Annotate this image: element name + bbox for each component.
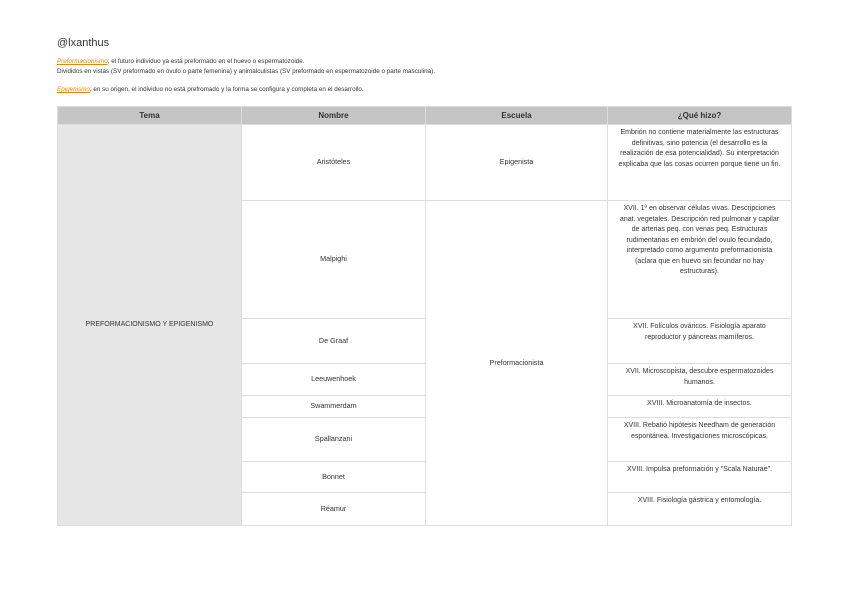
nombre-cell: Swammerdam xyxy=(242,396,426,418)
header-nombre: Nombre xyxy=(242,107,426,125)
nombre-cell: Leeuwenhoek xyxy=(242,364,426,396)
tema-cell: PREFORMACIONISMO Y EPIGENISMO xyxy=(58,125,242,526)
nombre-cell: Bonnet xyxy=(242,462,426,493)
header-escuela: Escuela xyxy=(426,107,608,125)
que-hizo-cell: XVIII. Rebatió hipótesis Needham de generación espontánea. Investigaciones microscópicas. xyxy=(608,418,792,462)
definition-text: ; el futuro individuo ya está preformado en el huevo o espermatozoide. xyxy=(107,58,305,65)
term-epigenismo: Epigenismo xyxy=(57,86,90,93)
history-table xyxy=(57,106,792,526)
que-hizo-cell: XVII. Microscopista, descubre espermatozoides humanos. xyxy=(608,364,792,396)
que-hizo-cell: XVIII. Fisiología gástrica y entomología. xyxy=(608,493,792,526)
definition-preformacionismo-detail: Divididos en vistas (SV preformado en óvulo o parte femenina) y animalculistas (SV preformado en espermatozoide o parte masculina). xyxy=(57,68,435,75)
table-header-row xyxy=(58,107,792,125)
definition-preformacionismo xyxy=(57,58,304,65)
escuela-cell-epigenista: Epigenista xyxy=(426,125,608,201)
que-hizo-cell: XVIII. Impulsa preformación y "Scala Naturae". xyxy=(608,462,792,493)
nombre-cell: Aristóteles xyxy=(242,125,426,201)
nombre-cell: De Graaf xyxy=(242,319,426,364)
que-hizo-cell: XVII. 1º en observar células vivas. Descripciones anat. vegetales. Descripción red pulmonar y capilar de arterias peq. con venas peq. Estructuras rudimentarias en embrión del ovulo fecundado, interpretado como argumento preformacionista (aclara que en huevo sin fecundar no hay estructuras). xyxy=(608,201,792,319)
term-preformacionismo: Preformacionismo xyxy=(57,58,108,65)
author-handle: @lxanthus xyxy=(57,37,110,49)
nombre-cell: Spallanzani xyxy=(242,418,426,462)
que-hizo-cell: XVIII. Microanatomía de insectos. xyxy=(608,396,792,418)
escuela-cell-preformacionista: Preformacionista xyxy=(426,201,608,526)
definition-epigenismo xyxy=(57,86,364,93)
definition-text: ; en su origen, el individuo no está prefromado y la forma se configura y completa en el desarrollo. xyxy=(89,86,364,93)
table-row xyxy=(58,125,792,201)
header-tema: Tema xyxy=(58,107,242,125)
que-hizo-cell: XVII. Folículos ováricos. Fisiología aparato reproductor y páncreas mamíferos. xyxy=(608,319,792,364)
nombre-cell: Réamur xyxy=(242,493,426,526)
header-que-hizo: ¿Qué hizo? xyxy=(608,107,792,125)
nombre-cell: Malpighi xyxy=(242,201,426,319)
que-hizo-cell: Embrión no contiene materialmente las estructuras definitivas, sino potencia (el desarrollo es la realización de esa potencialidad). Su interpretación explicaba que las cosas ocurren porque tiene un fin. xyxy=(608,125,792,201)
